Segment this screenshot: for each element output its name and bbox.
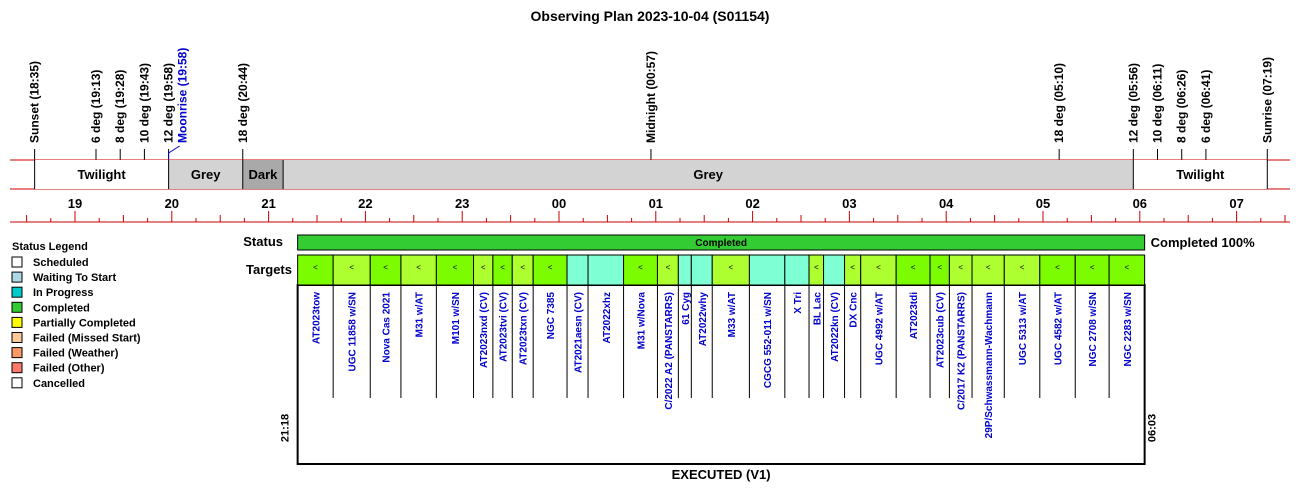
- legend-swatch: [12, 287, 22, 297]
- target-marker: <: [910, 263, 916, 272]
- target-marker: <: [500, 263, 505, 272]
- target-label: BL Lac: [812, 292, 824, 326]
- target-label: AT2023nxd (CV): [479, 292, 491, 368]
- axis-tick-label: 20: [164, 196, 180, 211]
- target-marker: <: [813, 263, 819, 272]
- legend-swatch: [12, 363, 22, 373]
- event-label: 18 deg (05:10): [1052, 62, 1067, 143]
- target-label: AT2023tvi (CV): [498, 292, 510, 362]
- legend-swatch: [12, 257, 22, 267]
- legend-label: Waiting To Start: [33, 272, 117, 285]
- target-label: AT2023tow: [311, 292, 323, 345]
- target-block: [678, 255, 691, 285]
- event-label: 6 deg (06:41): [1198, 69, 1213, 143]
- plan-area: [243, 234, 1255, 482]
- status-legend: [12, 241, 141, 390]
- legend-swatch: [12, 317, 22, 327]
- event-label: 8 deg (19:28): [113, 69, 128, 143]
- target-label: AT2021aesn (CV): [573, 292, 585, 373]
- target-marker: <: [1124, 263, 1130, 272]
- event-label: 10 deg (06:11): [1150, 63, 1165, 143]
- target-block: [691, 255, 712, 285]
- legend-label: Completed: [33, 302, 90, 315]
- target-marker: <: [1019, 263, 1025, 272]
- axis-tick-label: 04: [938, 196, 954, 211]
- legend-label: Failed (Other): [33, 362, 105, 375]
- legend-label: Failed (Weather): [33, 347, 119, 360]
- target-marker: <: [520, 263, 526, 272]
- status-row-label: Status: [243, 234, 283, 249]
- night-band-label: Grey: [693, 167, 724, 182]
- target-marker: <: [1089, 263, 1095, 272]
- target-label: AT2022kn (CV): [830, 292, 842, 362]
- axis-tick-label: 23: [454, 196, 470, 211]
- target-label: NGC 2283 w/SN: [1122, 292, 1134, 367]
- target-label: Nova Cas 2021: [381, 292, 393, 363]
- legend-label: Cancelled: [33, 377, 85, 390]
- event-label: 18 deg (20:44): [235, 62, 250, 143]
- legend-label: In Progress: [33, 287, 94, 300]
- axis-tick-label: 19: [67, 196, 83, 211]
- plan-end-label: 06:03: [1146, 413, 1159, 443]
- target-marker: <: [850, 263, 855, 272]
- legend-swatch: [12, 333, 22, 343]
- status-percent: Completed 100%: [1150, 235, 1255, 250]
- event-label: Midnight (00:57): [643, 51, 658, 143]
- target-block: [567, 255, 588, 285]
- target-marker: <: [937, 263, 943, 272]
- event-label: 8 deg (06:26): [1174, 69, 1189, 143]
- target-label: DX Cnc: [848, 292, 860, 328]
- target-marker: <: [958, 263, 964, 272]
- target-label: M33 w/AT: [726, 292, 738, 338]
- time-axis: [10, 196, 1290, 222]
- target-marker: <: [876, 263, 881, 272]
- target-marker: <: [452, 263, 458, 272]
- target-block: [824, 255, 845, 285]
- event-label: 6 deg (19:13): [89, 69, 104, 143]
- event-label: 12 deg (05:56): [1126, 62, 1141, 143]
- event-markers: [28, 48, 1275, 160]
- axis-tick-label: 00: [551, 196, 567, 211]
- night-band-label: Grey: [190, 167, 221, 182]
- target-block: [785, 255, 809, 285]
- target-label: CGCG 552-011 w/SN: [763, 292, 775, 389]
- target-label: UGC 4582 w/AT: [1053, 292, 1065, 366]
- footer-label: EXECUTED (V1): [671, 467, 771, 482]
- legend-swatch: [12, 302, 22, 312]
- plan-start-label: 21:18: [279, 413, 292, 443]
- target-label: M31 w/Nova: [636, 292, 648, 350]
- night-band-label: Twilight: [1176, 167, 1225, 182]
- legend-swatch: [12, 378, 22, 388]
- axis-tick-label: 02: [745, 196, 760, 211]
- target-label: M31 w/AT: [414, 292, 426, 338]
- moonrise-leader: [169, 146, 180, 153]
- legend-swatch: [12, 348, 22, 358]
- target-label: UGC 4992 w/AT: [874, 292, 886, 366]
- event-label: Sunrise (07:19): [1260, 56, 1275, 143]
- target-label: AT2023cub (CV): [935, 292, 947, 368]
- target-marker: <: [728, 263, 734, 272]
- targets-row-label: Targets: [246, 262, 292, 277]
- target-label: C/2022 A2 (PANSTARRS): [663, 292, 675, 410]
- axis-tick-label: 21: [261, 196, 276, 211]
- event-label: 10 deg (19:43): [137, 62, 152, 143]
- event-label-moonrise: Moonrise (19:58): [175, 47, 190, 143]
- legend-swatch: [12, 272, 22, 282]
- night-band-label: Twilight: [77, 167, 126, 182]
- target-label: NGC 2708 w/SN: [1088, 292, 1100, 367]
- axis-tick-label: 05: [1035, 196, 1051, 211]
- target-label: NGC 7385: [546, 292, 558, 340]
- legend-label: Partially Completed: [33, 317, 136, 330]
- target-marker: <: [985, 263, 991, 272]
- status-bar-label: Completed: [695, 238, 747, 249]
- target-marker: <: [547, 263, 553, 272]
- target-marker: <: [383, 263, 388, 272]
- legend-label: Scheduled: [33, 257, 89, 269]
- target-marker: <: [665, 263, 671, 272]
- axis-tick-label: 01: [648, 196, 664, 211]
- target-label: X Tri: [792, 292, 804, 314]
- target-label: UGC 11858 w/SN: [347, 292, 359, 372]
- axis-tick-label: 07: [1229, 196, 1244, 211]
- target-label: UGC 5313 w/AT: [1018, 292, 1030, 366]
- target-label: AT2023tdi: [909, 292, 921, 340]
- legend-title: Status Legend: [12, 241, 88, 253]
- target-label: 29P/Schwassmann-Wachmann: [984, 292, 996, 439]
- target-marker: <: [416, 263, 421, 272]
- night-band-label: Dark: [248, 167, 278, 182]
- target-marker: <: [480, 263, 486, 272]
- target-label: C/2017 K2 (PANSTARRS): [956, 292, 968, 410]
- axis-tick-label: 03: [842, 196, 857, 211]
- target-marker: <: [349, 263, 355, 272]
- event-label: 12 deg (19:58): [161, 62, 176, 143]
- target-label: 61 Cyg: [680, 292, 692, 325]
- target-marker: <: [638, 263, 643, 272]
- target-marker: <: [313, 263, 318, 272]
- legend-label: Failed (Missed Start): [33, 332, 141, 345]
- chart-title: Observing Plan 2023-10-04 (S01154): [530, 8, 770, 24]
- target-block: [749, 255, 784, 285]
- night-bands: [10, 160, 1290, 189]
- axis-tick-label: 06: [1132, 196, 1148, 211]
- target-block: [588, 255, 624, 285]
- target-marker: <: [1055, 263, 1060, 272]
- target-label: AT2023txn (CV): [518, 292, 530, 366]
- target-label: AT2022why: [697, 292, 709, 347]
- event-label: Sunset (18:35): [27, 60, 42, 143]
- target-label: AT2022xhz: [601, 292, 613, 344]
- target-label: M101 w/SN: [450, 292, 462, 345]
- axis-tick-label: 22: [358, 196, 373, 211]
